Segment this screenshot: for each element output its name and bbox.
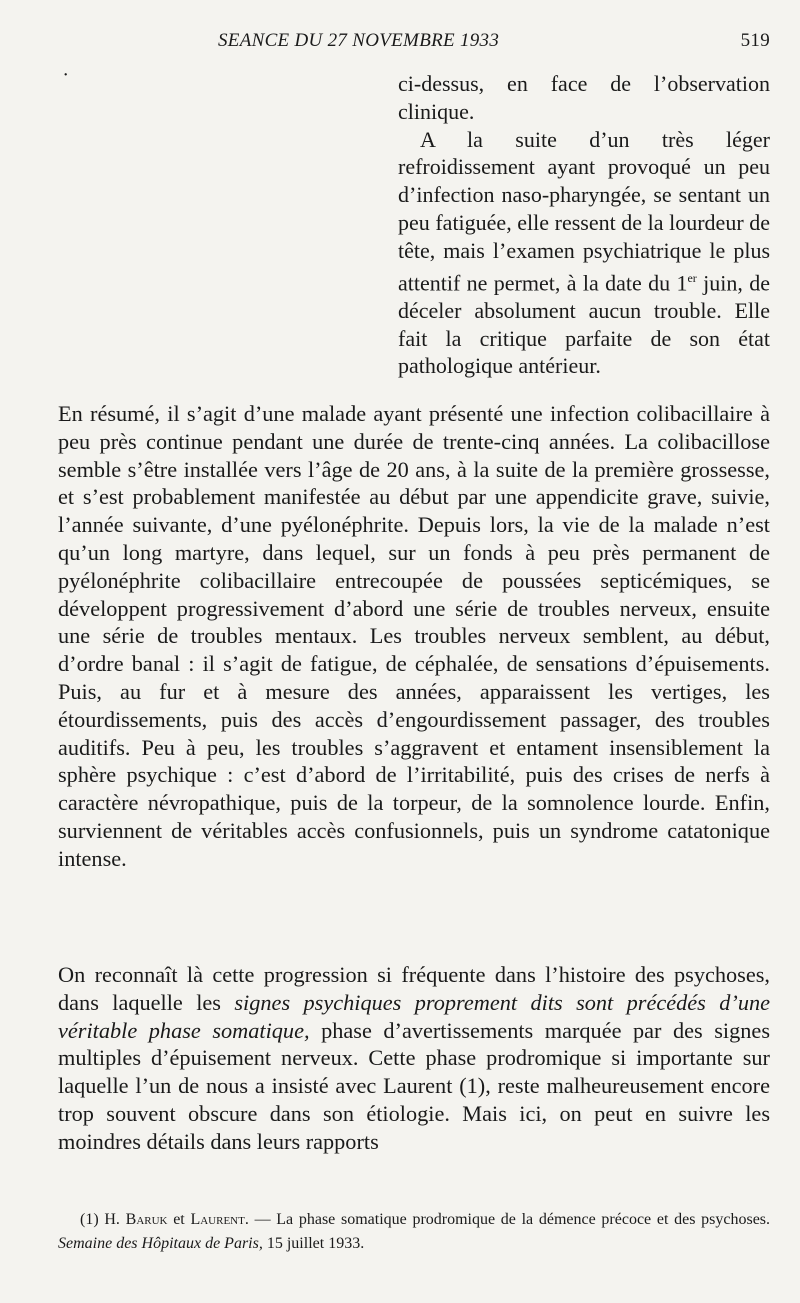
psychoses-text-end: phase d’avertissements marquée par des signes multiples d’épuisement nerveux. Cette phase prodromique si importante sur laquelle l’un de nous a insisté avec Laurent (1), reste malheureusement encore trop souvent obscure dans son étiologie. Mais ici, on peut en suivre les moindres détails dans leurs rapports: [58, 1017, 770, 1154]
margin-mark: ˙: [62, 68, 70, 93]
footnote-author-1: Baruk: [125, 1211, 168, 1228]
recovery-text: A la suite d’un très léger refroidissement ayant provoqué un peu d’infection naso-pharyngée, se sentant un peu fatiguée, elle ressent de la lourdeur de tête, mais l’examen psychiatrique le plus attentif ne permet, à la date du: [398, 126, 770, 295]
recovery-paragraph: [398, 126, 770, 381]
page-number: 519: [740, 30, 770, 51]
footnote-date: 15 juillet 1933.: [266, 1235, 365, 1252]
psychoses-italic: signes psychiques proprement dits sont précédés d’une véritable phase somatique,: [58, 989, 771, 1043]
running-header: [58, 30, 770, 60]
footnote-and: et: [173, 1211, 185, 1228]
footnote: [58, 1208, 770, 1256]
footnote-author-2: Laurent: [190, 1211, 245, 1228]
right-column-text: [398, 70, 770, 380]
date-ordinal: 1: [676, 269, 688, 295]
psychoses-text-start: On reconnaît là cette progression si fréquente dans l’histoire des psychoses, dans laquelle les: [58, 962, 770, 1015]
header-title: SEANCE DU 27 NOVEMBRE 1933: [218, 30, 500, 51]
footnote-text: . — La phase somatique prodromique de la démence précoce et des psychoses.: [244, 1211, 771, 1228]
summary-paragraph: En résumé, il s’agit d’une malade ayant présenté une infection colibacillaire à peu près continue pendant une durée de trente-cinq années. La colibacillose semble s’être installée vers l’âge de 20 ans, à la suite de la première grossesse, et s’est probablement manifestée au début par une appendicite grave, suivie, l’année suivante, d’une pyélonéphrite. Depuis lors, la vie de la malade n’est qu’un long martyre, dans lequel, sur un fonds à peu près permanent de pyélonéphrite colibacillaire entrecoupée de poussées septicémiques, se développent progressivement d’abord une série de troubles nerveux, ensuite une série de troubles mentaux. Les troubles nerveux semblent, au début, d’ordre banal : il s’agit de fatigue, de céphalée, de sensations d’épuisements. Puis, au fur et à mesure des années, apparaissent les vertiges, les étourdissements, puis des accès d’engourdissement passager, des troubles auditifs. Peu à peu, les troubles s’aggravent et entament insensiblement la sphère psychique : c’est d’abord de l’irritabilité, puis des crises de nerfs à caractère névropathique, puis de la torpeur, de la somnolence lourde. Enfin, surviennent de véritables accès confusionnels, puis un syndrome catatonique intense.: [58, 401, 770, 871]
footnote-marker: (1) H.: [80, 1211, 120, 1228]
continuation-text: ci-dessus, en face de l’observation clinique.: [398, 71, 770, 124]
recovery-text-end: juin, de déceler absolument aucun trouble. Elle fait la critique parfaite de son état pathologique antérieur.: [398, 269, 770, 379]
date-superscript: er: [687, 270, 697, 285]
psychoses-paragraph: [58, 961, 770, 1156]
footnote-journal: Semaine des Hôpitaux de Paris,: [58, 1235, 263, 1252]
